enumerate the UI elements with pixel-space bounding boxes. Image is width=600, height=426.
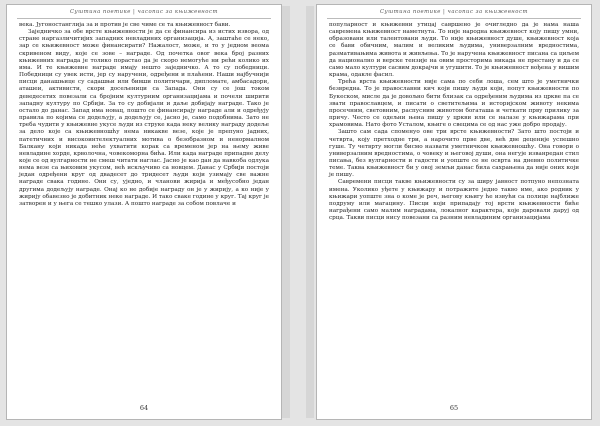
paragraph: Заједничко за обе врсте књижевности је да се финансира из истих извора, од стране наргазличитијих западних невладиних организација. А, заштаће се неко, зар се књижевност може финансирати? Нажалост, може, и то у једном веома скривеном виду, које се зове – награде. Од почетка овог века број разних књижевних награда је толико порастао да је скоро немогуће ни рећи колико их има. И те књижевне награде имају нешто заједничко. А то су победници. Победници су увек исти, јер су наручени, одређени и плаћени. Наши најбучнији писци данашњице су садашњи или бивши политичари, дипломате, амбасадори, аташеи, активисти, скори досељеници са Запада. Они су се још током деведесетих повезали са бројним културним организацијама и почели ширити западну културу по Србији. За то су добијали и даље добијају награде. Тако је остало до данас. Запад има новац, пошто се финансирају награде али и одређују правила по којима се додељују, а додељују се, јасно је, само подобнима. Зато не треба чудити у књижевне укусе људи из струке када неку велику награду додеље за дело које са књижевношћу нема никакве везе, које је препуно јадних, патетичних и високоинтелектуалних мотива о безобразном и ненормалном Балкану који никада неће ухватити корак са временом јер на њему живе невладине хорде, крволочна, човекоморна бића. Или када награде припадне делу које се од вулгарности не смеш читати наглас. Јасно је као дан да навкоба одлука нема везе са њиховим укусом, већ искључиво са новцем. Данас у Србији постоји један одређени круг од двадесет до тридесет људи који узимају све важне награде свака године. Они су, уједно, и чланови жирија и међусобно један другима додељују награде. Онај ко не добије награду он је у жирију, а ко није у жирију обавезно је добитник неке награде. И тако свакe године у круг. Тај круг је затворен и у њега се тешко улази. А пошто награде за собом повлаче и (19, 29, 269, 207)
paragraph: Зашто сам сада споменуо ове три врсте књижевности? Зато што постоји и четврта, коју претходне три, а нарочито прве две, већ две деценије успешно гуше. Ту четврту могли бисмо назвати уметничком књижевношћу. Она говори о универзалним вредностима, о човеку и његовој души, она негује изванредан стил писања, без вулгарности и гадости и уопште се не освртa на дневно политичке теме. Таква књижевност би у овој земљи данас била сахрањена да није оних који је пишу. (329, 129, 579, 179)
paragraph: Трећа врста књижевности није сама по себи лоша, сем што је уметнички безвредна. То је православни кич који пишу људи који, попут књижевности по Букеском, мисле да је довољно бити близак са одређеним људима из цркве па се звати православцем, и писати о светитељима и историјском животу некима просечним, световним, распусним животом богаташа и четкати прву прилику за причу. Често се одељни њена пишу у цркви или се налазе у књижарама при храмовима. Нато фото Усталом, књиге о свецима се од нас уже добро продају. (329, 79, 579, 129)
page-body (19, 22, 269, 208)
running-header: Суштина поетике | часопис за књижевност (380, 9, 528, 15)
book-gutter-shadow (306, 6, 314, 418)
running-header: Суштина поетике | часопис за књижевност (70, 9, 218, 15)
paragraph: века. Југоностанглија за и против је све чиме се та књижевност бави. (19, 22, 231, 28)
page-number: 64 (139, 404, 149, 412)
header-rule (17, 18, 271, 19)
left-page (6, 4, 282, 420)
right-page (316, 4, 592, 420)
paragraph: популарност и књижевни утицај савршено је очигледно да је нама наша савремена књижевност наметнута. То није народна књижевност коју пишу умни, образовани или талентовани људи. То није књижевност душе, књижевност која се бави обичним, малим и великим људима, универзалним вредностима, размативањима живота и живљења. То је наручена књижевност писана са циљем да национално и верске тензије на овим просторима никада не престану и да се само мало култури сасвим докрајчи и угушити. То је књижевност вођена у вишим крама, одакле фасил. (329, 22, 579, 79)
page-number: 65 (449, 404, 459, 412)
paragraph: Савремени писци такве књижевности су за ширу јавност потпуно непозната имена. Уколико уђете у књижару и потражите једно такво име, ако родник у књижари уопште зна о коме је реч, његову књигу ће извући са полице најближе подруму или магацину. Писци који припадају тој врсти књижевности биће награђени само малим наградама, локалног карактера, које даровали даруј од срца. Такви писци нису повезани са разним невладиним организацијама (329, 179, 579, 222)
header-rule (327, 18, 581, 19)
book-gutter-shadow (282, 6, 290, 418)
page-body (329, 22, 579, 222)
